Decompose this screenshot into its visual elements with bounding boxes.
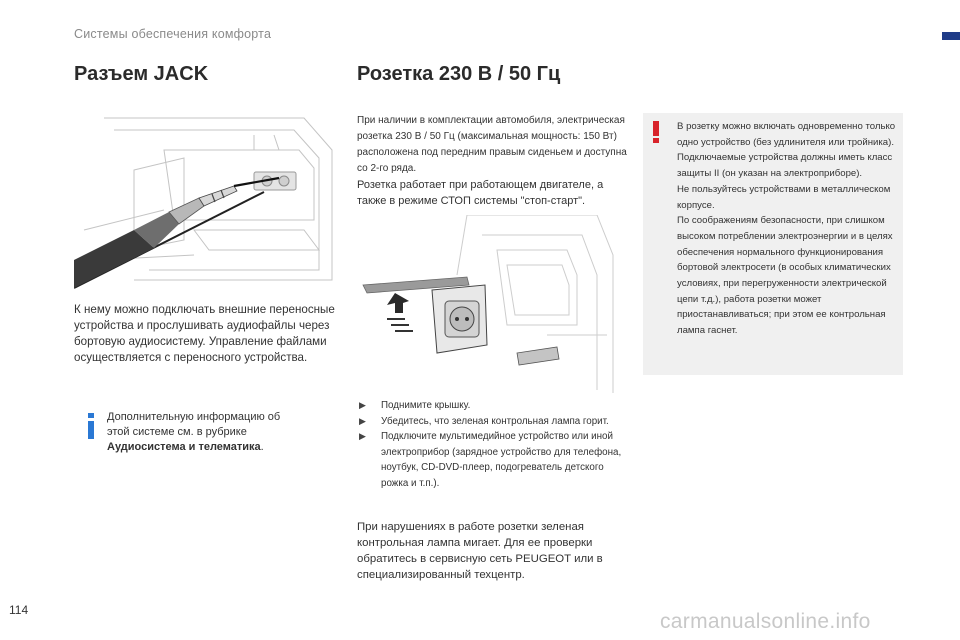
info-end: . — [260, 441, 264, 453]
socket-fault-text: При нарушениях в работе розетки зеленая контрольная лампа мигает. Для ее проверки обратитесь в сервисную сеть PEUGEOT или в специализированный техцентр. — [357, 521, 603, 581]
step-bullet-icon: ▶ — [359, 400, 366, 410]
step-item: ▶ Убедитесь, что зеленая контрольная лампа горит. — [357, 414, 627, 430]
jack-title: Разъем JACK — [74, 63, 209, 85]
info-text — [107, 410, 302, 455]
socket-steps — [357, 398, 627, 492]
warning-paragraph: В розетку можно включать одновременно только одно устройство (без удлинителя или тройника). — [677, 121, 896, 148]
socket-title: Розетка 230 В / 50 Гц — [357, 63, 561, 85]
warning-icon — [653, 121, 659, 143]
socket-illustration — [357, 215, 617, 393]
step-item: ▶ Подключите мультимедийное устройство или иной электроприбор (зарядное устройство для телефона, ноутбук, CD-DVD-плеер, подогреватель детского рожка и т.п.). — [359, 431, 622, 489]
info-link[interactable]: Аудиосистема и телематика — [107, 441, 261, 453]
jack-illustration — [74, 110, 336, 290]
warning-text — [677, 119, 897, 339]
warning-paragraph: По соображениям безопасности, при слишком высоком потреблении электроэнергии и в целях обеспечения нормального функционирования бортовой электросети (в особых климатических условиях, при перегруженности электрической цепи т.д.), работа розетки может приостанавливаться; при этом ее контрольная лампа гаснет. — [677, 215, 893, 337]
header-accent-bar — [942, 32, 960, 40]
step-bullet-icon: ▶ — [359, 431, 366, 442]
section-header: Системы обеспечения комфорта — [74, 27, 272, 41]
page-number: 114 — [9, 603, 29, 617]
info-icon — [86, 413, 96, 439]
warning-paragraph: Подключаемые устройства должны иметь класс защиты II (он указан на электроприборе). — [677, 152, 893, 180]
step-item: ▶ Поднимите крышку. — [357, 398, 627, 414]
socket-intro: При наличии в комплектации автомобиля, электрическая розетка 230 В / 50 Гц (максимальная мощность: 150 Вт) расположена под передним правым сиденьем и доступна со 2-го ряда. — [357, 115, 627, 174]
info-note — [82, 405, 310, 465]
info-text-body: Дополнительную информацию об этой системе см. в рубрике — [107, 411, 281, 438]
socket-operation: Розетка работает при работающем двигателе, а также в режиме СТОП системы "стоп-старт". — [357, 179, 604, 207]
warning-box — [643, 113, 903, 375]
step-bullet-icon: ▶ — [359, 415, 366, 426]
watermark: carmanualsonline.info — [660, 610, 871, 633]
warning-paragraph: Не пользуйтесь устройствами в металлическом корпусе. — [677, 183, 891, 211]
jack-description: К нему можно подключать внешние переносные устройства и прослушивать аудиофайлы через бортовую аудиосистему. Управление файлами осуществляется с переносного устройства. — [74, 303, 335, 364]
